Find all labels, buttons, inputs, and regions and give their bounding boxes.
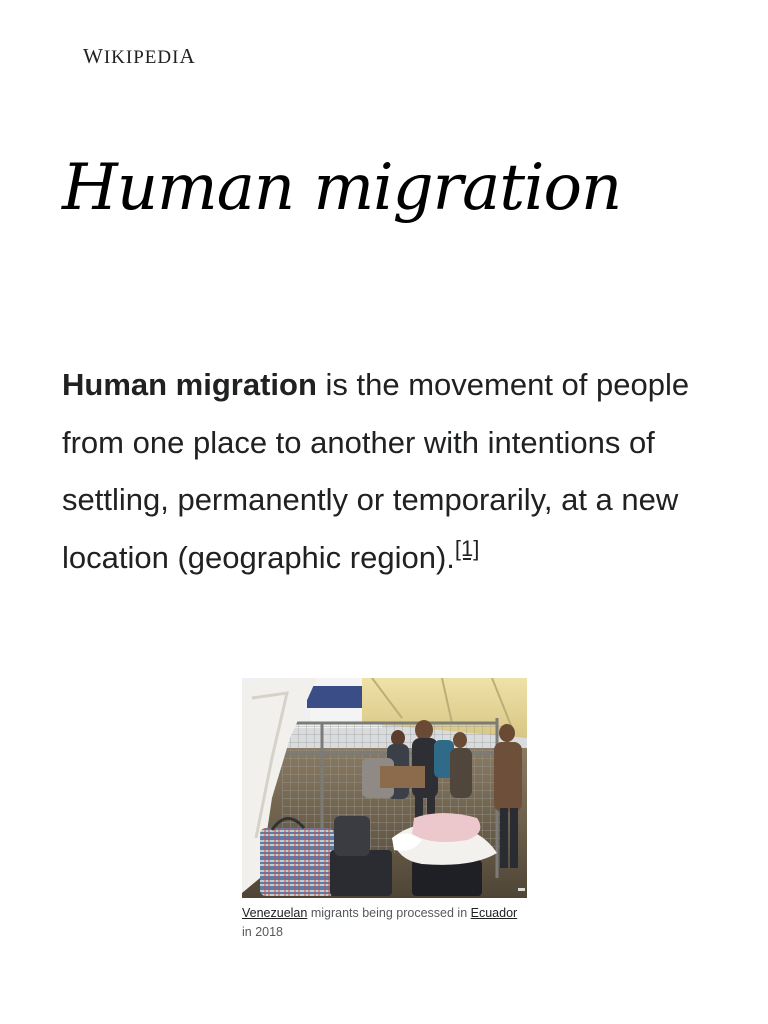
migrants-photo[interactable] <box>242 678 527 898</box>
link-ecuador[interactable]: Ecuador <box>470 906 518 920</box>
link-venezuelan[interactable]: Venezuelan <box>242 906 308 920</box>
figure-caption <box>242 904 527 942</box>
wikipedia-wordmark[interactable]: WIKIPEDIA <box>83 44 196 68</box>
lead-paragraph <box>62 356 712 586</box>
bold-term: Human migration <box>62 367 317 402</box>
reference-link-1[interactable]: [1] <box>454 535 480 561</box>
reference-marker <box>455 536 479 561</box>
lead-text: is the movement of people from one place to another with intentions of settling, permanently or temporarily, at a new location (geographic region). <box>62 367 690 575</box>
caption-text-1: migrants being processed in <box>307 906 471 920</box>
figure <box>242 678 527 942</box>
page-title: Human migration <box>62 151 622 225</box>
caption-text-2: in 2018 <box>242 925 284 939</box>
